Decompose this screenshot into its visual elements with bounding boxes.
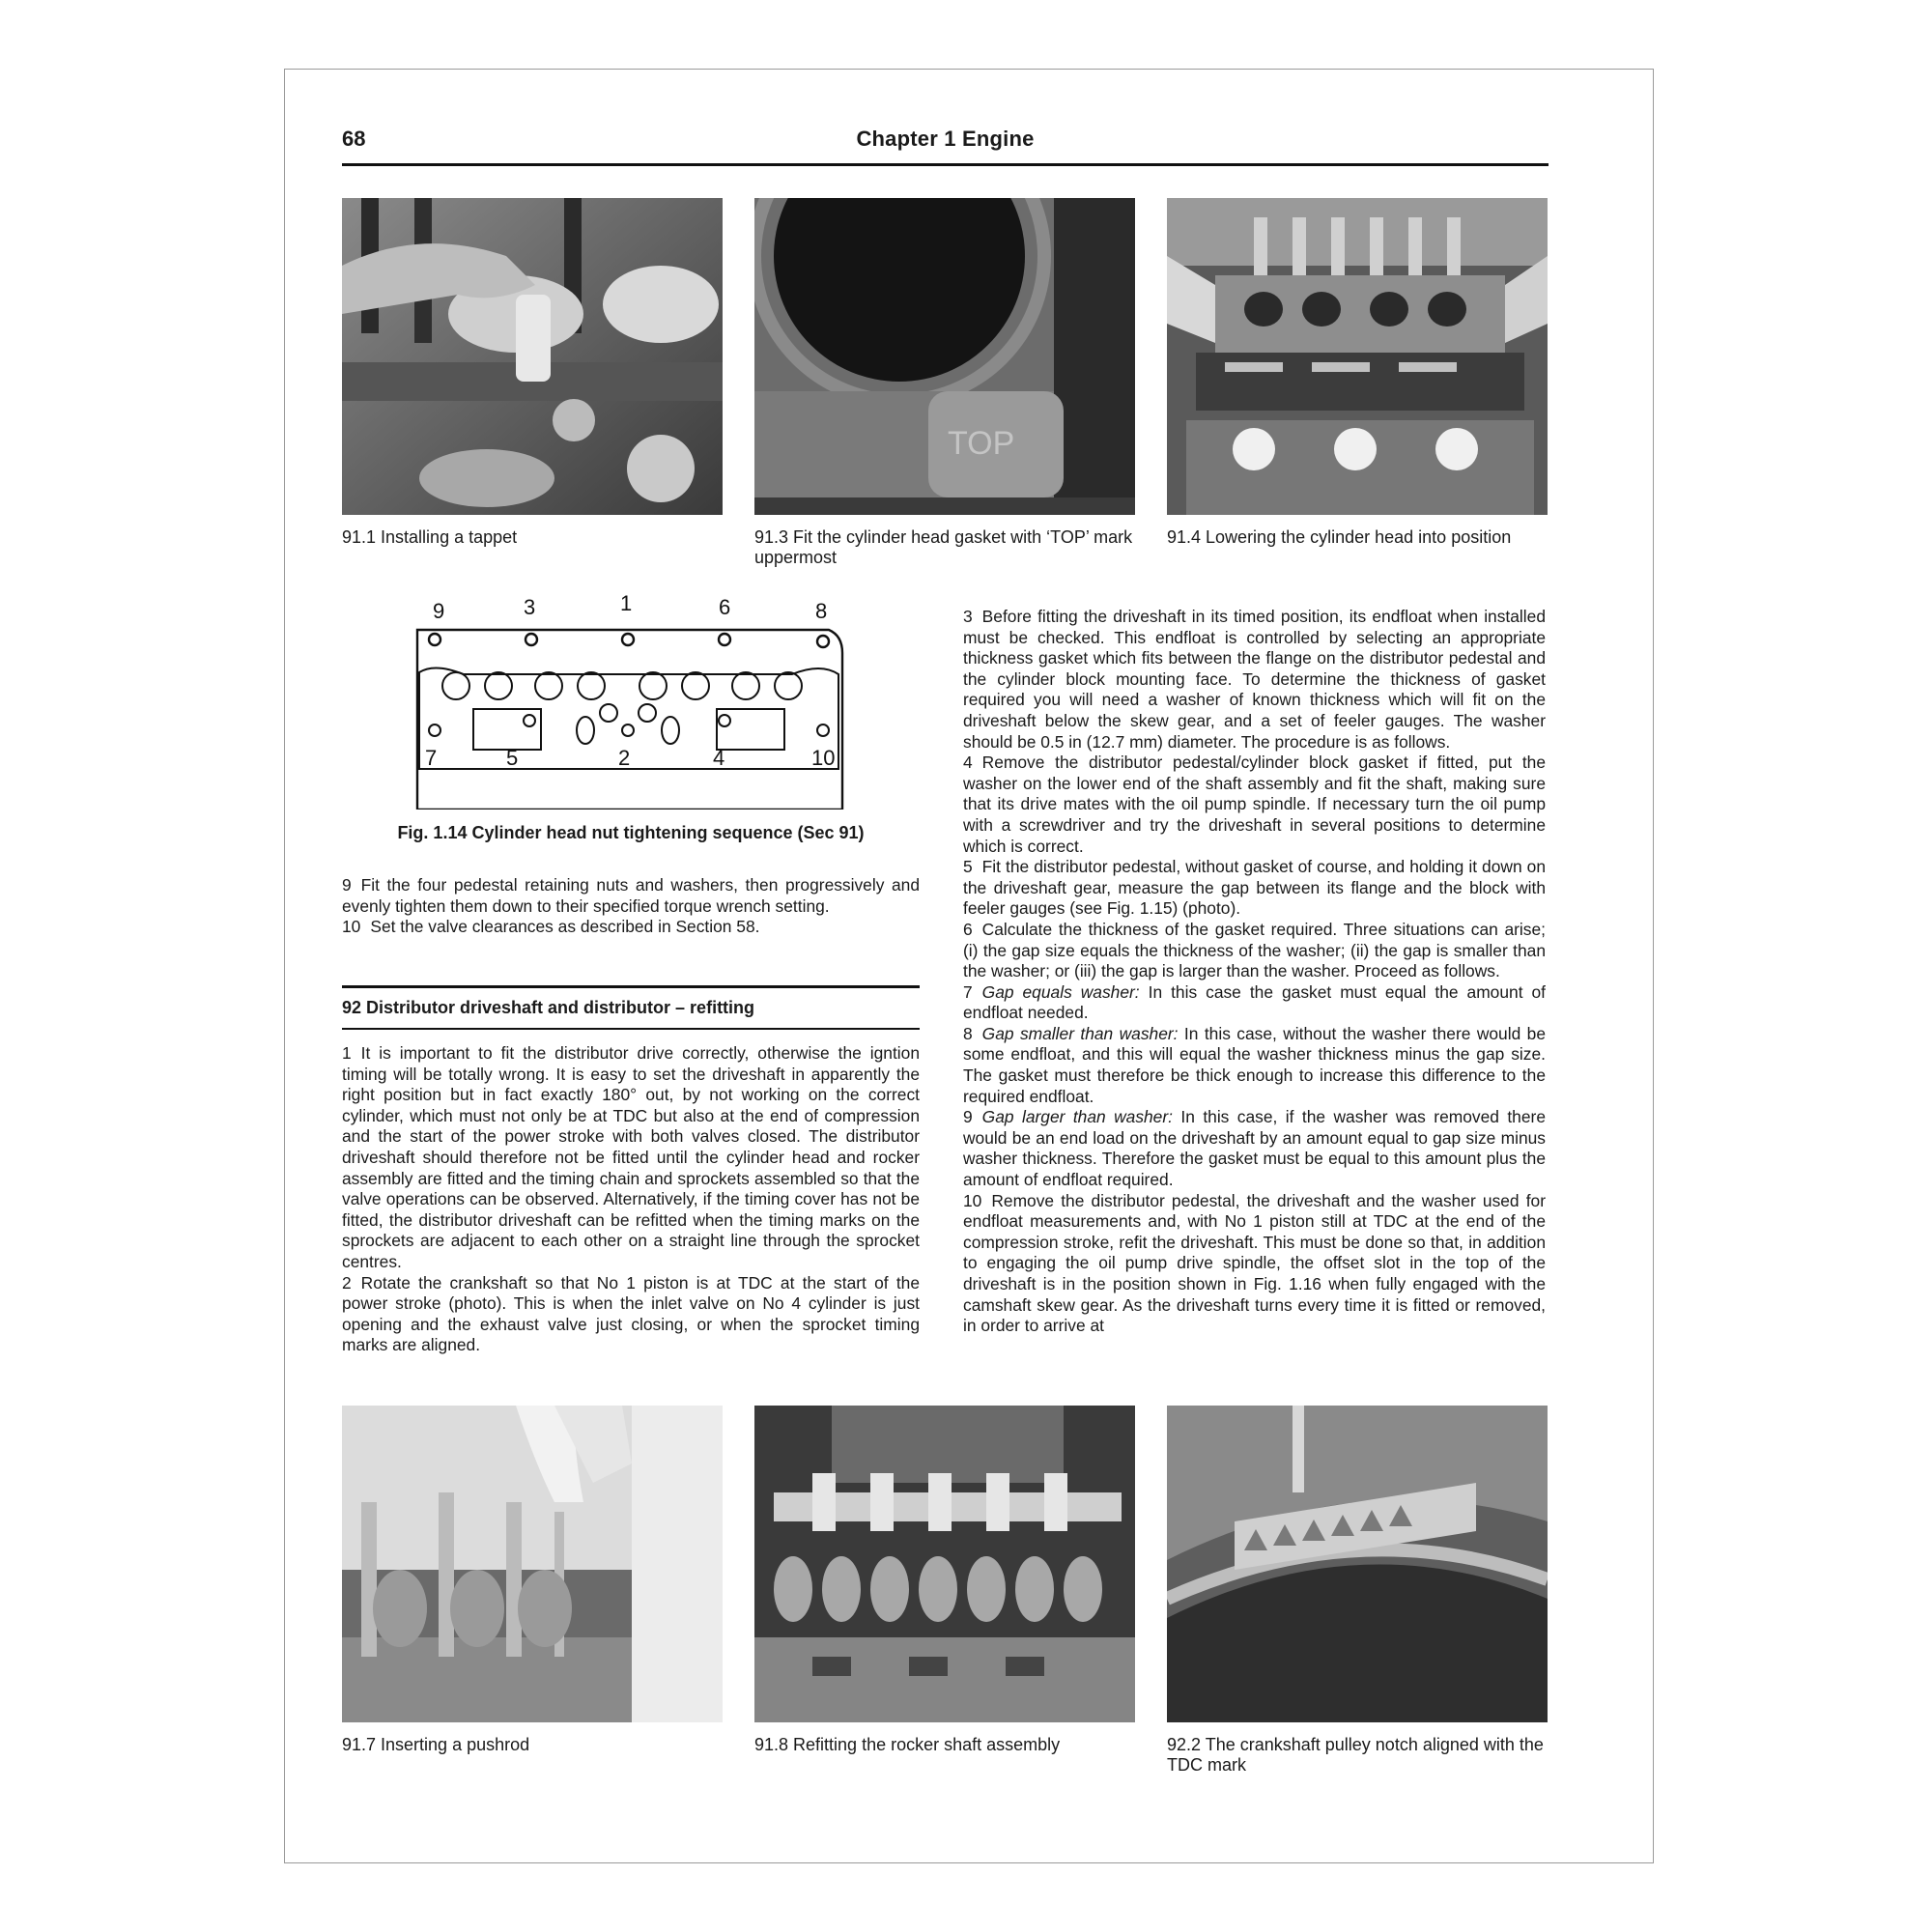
cylinder-head-photo-icon (1167, 198, 1548, 515)
paragraph-lead: Gap equals washer: (981, 981, 1140, 1002)
rocker-shaft-photo-icon (754, 1406, 1135, 1722)
fig-num-bottom-4: 4 (713, 746, 725, 770)
fig-num-top-1: 9 (433, 599, 445, 623)
paragraph (963, 982, 1546, 1024)
fig-num-bottom-2: 5 (506, 746, 519, 770)
photo-lowering-head (1167, 198, 1548, 515)
photo-caption-91-3: 91.3 Fit the cylinder head gasket with ‘TOP’ mark uppermost (754, 527, 1133, 567)
paragraph-text: Remove the distributor pedestal, the driveshaft and the washer used for endfloat measurements and, with No 1 piston still at TDC at the end of the compression stroke, refit the driveshaft. This must be done so that, in addition to engaging the oil pump drive spindle, the offset slot in the top of the driveshaft is in the position shown in Fig. 1.16 when fully engaged with the camshaft skew gear. As the driveshaft turns every time it is fitted or removed, in order to arrive at (963, 1190, 1546, 1336)
pushrod-photo-icon (342, 1406, 723, 1722)
paragraph-text: Before fitting the driveshaft in its timed position, its endfloat when installed must be checked. This endfloat is controlled by selecting an appropriate thickness gasket which fits between the flange on the distributor pedestal and the cylinder block mounting face. To determine the thickness of gasket required you will need a washer of known thickness which will fit on the driveshaft below the skew gear, and a set of feeler gauges. The washer should be 0.5 in (12.7 mm) diameter. The procedure is as follows. (963, 607, 1546, 752)
paragraph-number: 2 (342, 1272, 352, 1293)
section-rule-top (342, 985, 920, 988)
fig-num-top-3: 1 (620, 591, 633, 615)
photo-caption-91-7: 91.7 Inserting a pushrod (342, 1735, 530, 1754)
section-title: 92 Distributor driveshaft and distributor – refitting (342, 998, 755, 1017)
paragraph (963, 920, 1546, 982)
paragraph-number: 8 (963, 1023, 973, 1043)
paragraph-text: Calculate the thickness of the gasket required. Three situations can arise; (i) the gap size equals the thickness of the washer; (ii) the gap is smaller than the washer; or (iii) the gap is larger than the washer. Proceed as follows. (963, 919, 1546, 981)
header-rule (342, 163, 1548, 166)
paragraph-number: 3 (963, 607, 973, 626)
fig-num-bottom-1: 7 (425, 746, 438, 770)
gasket-photo-icon (754, 198, 1135, 515)
fig-num-top-2: 3 (524, 595, 536, 619)
paragraph (342, 875, 920, 917)
paragraph-number: 5 (963, 857, 973, 877)
paragraph-lead: Gap smaller than washer: (981, 1023, 1179, 1043)
paragraph (342, 1043, 920, 1273)
paragraph-number: 1 (342, 1043, 352, 1063)
chapter-title: Chapter 1 Engine (856, 127, 1035, 151)
paragraph-number: 6 (963, 919, 973, 939)
paragraph-number: 9 (963, 1107, 973, 1127)
pulley-photo-icon (1167, 1406, 1548, 1722)
paragraph-number: 4 (963, 753, 973, 773)
section-rule-bottom (342, 1028, 920, 1030)
paragraph-text: Set the valve clearances as described in Section 58. (370, 917, 760, 937)
figure-caption: Fig. 1.14 Cylinder head nut tightening sequence (Sec 91) (397, 823, 865, 842)
photo-caption-92-2: 92.2 The crankshaft pulley notch aligned with the TDC mark (1167, 1735, 1544, 1775)
left-column-sec91 (342, 875, 920, 938)
right-column (963, 607, 1546, 1337)
page-number: 68 (342, 127, 366, 151)
photo-head-gasket (754, 198, 1135, 515)
paragraph-text: In this case, if the washer was removed there would be an end load on the driveshaft by an amount equal to gap size minus washer thickness. Therefore the gasket must be equal to this amount plus the amount of endfloat required. (963, 1107, 1546, 1190)
figure-tightening-sequence (406, 585, 850, 810)
photo-caption-91-1: 91.1 Installing a tappet (342, 527, 518, 547)
paragraph (963, 857, 1546, 920)
photo-inserting-pushrod (342, 1406, 723, 1722)
paragraph (963, 753, 1546, 857)
paragraph (342, 1273, 920, 1356)
fig-num-bottom-5: 10 (811, 746, 836, 770)
paragraph (963, 607, 1546, 753)
paragraph-text: In this case, without the washer there would be some endfloat, and this will equal the washer thickness minus the gap size. The gasket must therefore be thick enough to increase this difference to the required endfloat. (963, 1023, 1546, 1106)
paragraph-number: 10 (342, 917, 361, 937)
photo-installing-tappet (342, 198, 723, 515)
page-header (342, 127, 1548, 165)
paragraph-text: In this case the gasket must equal the amount of endfloat needed. (963, 981, 1546, 1023)
svg-text:TOP: TOP (948, 425, 1015, 462)
paragraph-text: Fit the distributor pedestal, without gasket of course, and holding it down on the driveshaft gear, measure the gap between its flange and the block with feeler gauges (see Fig. 1.15) (photo). (963, 857, 1546, 919)
photo-rocker-shaft (754, 1406, 1135, 1722)
paragraph-number: 9 (342, 875, 352, 895)
engine-block-photo-icon (342, 198, 723, 515)
paragraph-text: Rotate the crankshaft so that No 1 piston is at TDC at the start of the power stroke (photo). This is when the inlet valve on No 4 cylinder is just opening and the exhaust valve just closing, or when the sprocket timing marks are aligned. (342, 1272, 920, 1355)
paragraph-text: It is important to fit the distributor drive correctly, otherwise the igntion timing will be totally wrong. It is easy to set the driveshaft in apparently the right position but in fact exactly 180° out, by not working on the correct cylinder, which must not only be at TDC but also at the end of compression and the start of the power stroke with both valves closed. The distributor driveshaft should therefore not be fitted until the cylinder head and rocker assembly are fitted and the timing chain and sprockets assembled so that the valve operations can be observed. Alternatively, if the timing cover has not be fitted, the distributor driveshaft can be refitted when the timing marks on the sprockets are adjacent to each other on a straight line through the sprocket centres. (342, 1043, 920, 1271)
photo-caption-91-4: 91.4 Lowering the cylinder head into position (1167, 527, 1512, 547)
paragraph (342, 917, 920, 938)
paragraph-lead: Gap larger than washer: (981, 1107, 1173, 1127)
paragraph (963, 1191, 1546, 1337)
paragraph-text: Fit the four pedestal retaining nuts and washers, then progressively and evenly tighten them down to their specified torque wrench setting. (342, 875, 920, 916)
paragraph (963, 1107, 1546, 1190)
fig-num-bottom-3: 2 (618, 746, 631, 770)
paragraph-text: Remove the distributor pedestal/cylinder block gasket if fitted, put the washer on the lower end of the shaft assembly and fit the shaft, making sure that its drive mates with the oil pump spindle. If necessary turn the oil pump with a screwdriver and try the driveshaft in several positions to determine which is correct. (963, 753, 1546, 856)
paragraph-number: 10 (963, 1190, 982, 1210)
photo-caption-91-8: 91.8 Refitting the rocker shaft assembly (754, 1735, 1061, 1754)
cylinder-head-diagram-icon (406, 585, 850, 810)
photo-crankshaft-pulley (1167, 1406, 1548, 1722)
paragraph-number: 7 (963, 981, 973, 1002)
fig-num-top-4: 6 (719, 595, 731, 619)
fig-num-top-5: 8 (815, 599, 828, 623)
paragraph (963, 1024, 1546, 1107)
left-column-sec92 (342, 1043, 920, 1356)
